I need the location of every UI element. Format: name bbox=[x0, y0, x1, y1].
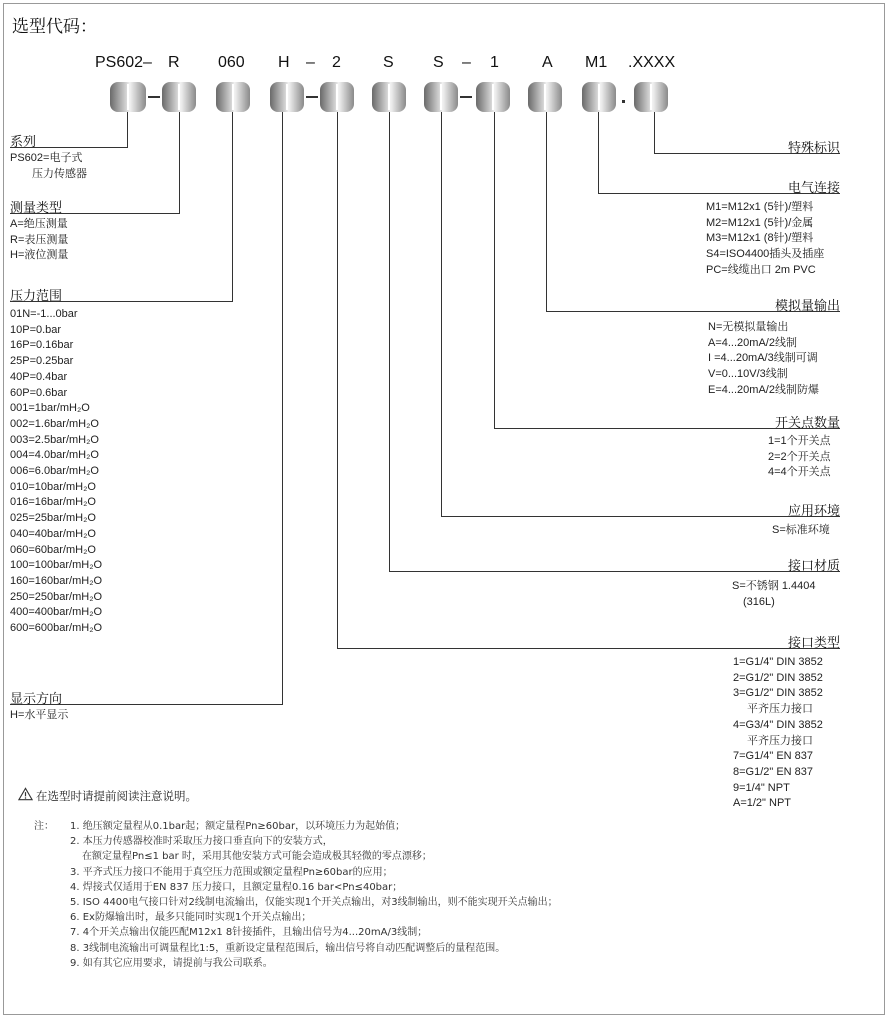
warning-triangle-icon bbox=[18, 787, 33, 801]
code-slot-measure-type bbox=[162, 82, 196, 112]
notes-block bbox=[34, 819, 558, 971]
analog-output-line: E=4...20mA/2线制防爆 bbox=[708, 383, 819, 396]
warning-text: 在选型时请提前阅读注意说明。 bbox=[36, 789, 197, 803]
analog-output-line: A=4...20mA/2线制 bbox=[708, 336, 797, 349]
port-type-line: 8=G1/2" EN 837 bbox=[733, 765, 814, 778]
range-line: 006=6.0bar/mH₂O bbox=[10, 465, 99, 478]
connector-measure-type bbox=[179, 112, 180, 214]
series-line: PS602=电子式 bbox=[10, 152, 83, 164]
note-item bbox=[34, 880, 558, 895]
note-item bbox=[34, 819, 558, 834]
electrical-line: M1=M12x1 (5针)/塑料 bbox=[706, 201, 814, 213]
range-line: 003=2.5bar/mH₂O bbox=[10, 433, 99, 446]
port-type-line: 2=G1/2" DIN 3852 bbox=[733, 671, 823, 684]
note-text: 平齐式压力接口不能用于真空压力范围或额定量程Pn≥60bar的应用； bbox=[82, 866, 393, 878]
section-body-switch-count bbox=[768, 434, 831, 481]
code-label-environment: S bbox=[433, 54, 444, 71]
section-heading-range: 压力范围 bbox=[10, 289, 63, 304]
note-text: 本压力传感器校准时采取压力接口垂直向下的安装方式， bbox=[82, 836, 333, 848]
port-material-line: S=不锈钢 1.4404 bbox=[732, 580, 816, 592]
port-type-line: 3=G1/2" DIN 3852 bbox=[733, 687, 823, 700]
note-item bbox=[34, 925, 558, 940]
port-type-line: 7=G1/4" EN 837 bbox=[733, 750, 814, 763]
code-label-measure-type: R bbox=[168, 54, 180, 71]
code-dash bbox=[306, 96, 318, 98]
code-label-electrical: M1 bbox=[585, 54, 608, 71]
range-line: 160=160bar/mH₂O bbox=[10, 574, 103, 587]
port-material-line: (316L) bbox=[732, 595, 775, 608]
warning-text-wrap bbox=[36, 788, 197, 804]
connector-environment bbox=[441, 112, 442, 517]
connector-port-material-h bbox=[389, 571, 840, 572]
switch-count-line: 2=2个开关点 bbox=[768, 450, 831, 463]
code-dot bbox=[622, 100, 625, 103]
section-heading-display: 显示方向 bbox=[10, 692, 63, 707]
range-line: 040=40bar/mH₂O bbox=[10, 527, 96, 540]
note-text: Ex防爆输出时，最多只能同时实现1个开关点输出； bbox=[82, 912, 312, 924]
port-type-line: 4=G3/4" DIN 3852 bbox=[733, 718, 823, 731]
switch-count-line: 4=4个开关点 bbox=[768, 466, 831, 479]
note-text: 4个开关点输出仅能匹配M12x1 8针接插件，且输出信号为4...20mA/3线制； bbox=[82, 927, 428, 939]
note-number: 5. bbox=[70, 897, 80, 909]
note-item bbox=[34, 910, 558, 925]
note-text: ISO 4400电气接口针对2线制电流输出，仅能实现1个开关点输出，对3线制输出，则不能实现开关点输出； bbox=[82, 897, 558, 909]
connector-electrical bbox=[598, 112, 599, 194]
electrical-line: M2=M12x1 (5针)/金属 bbox=[706, 216, 814, 229]
note-item bbox=[34, 941, 558, 956]
note-text: 如有其它应用要求，请提前与我公司联系。 bbox=[82, 957, 273, 969]
code-dash bbox=[460, 96, 472, 98]
note-number: 6. bbox=[70, 912, 80, 924]
connector-switch-count bbox=[494, 112, 495, 429]
electrical-line: S4=ISO4400插头及插座 bbox=[706, 248, 825, 261]
port-type-line: 9=1/4" NPT bbox=[733, 781, 790, 794]
switch-count-line: 1=1个开关点 bbox=[768, 435, 831, 447]
section-heading-series: 系列 bbox=[10, 135, 37, 150]
port-type-line: 平齐压力接口 bbox=[733, 734, 814, 747]
analog-output-line: I =4...20mA/3线制可调 bbox=[708, 352, 818, 365]
section-heading-measure-type: 测量类型 bbox=[10, 201, 63, 216]
range-line: 250=250bar/mH₂O bbox=[10, 590, 103, 603]
range-line: 01N=-1...0bar bbox=[10, 308, 78, 320]
section-heading-electrical: 电气连接 bbox=[787, 181, 840, 196]
measure-type-line: A=绝压测量 bbox=[10, 218, 68, 230]
connector-series bbox=[127, 112, 128, 148]
environment-line: S=标准环境 bbox=[772, 524, 830, 536]
section-body-display bbox=[10, 708, 68, 724]
note-text: 焊接式仅适用于EN 837 压力接口，且额定量程0.16 bar<Pn≤40bar； bbox=[82, 881, 403, 893]
code-slot-display bbox=[270, 82, 304, 112]
range-line: 010=10bar/mH₂O bbox=[10, 480, 96, 493]
code-slot-environment bbox=[424, 82, 458, 112]
display-line: H=水平显示 bbox=[10, 709, 69, 721]
connector-analog-output bbox=[546, 112, 547, 312]
port-type-line: 平齐压力接口 bbox=[733, 703, 814, 716]
range-line: 100=100bar/mH₂O bbox=[10, 559, 103, 572]
analog-output-line: N=无模拟量输出 bbox=[708, 321, 789, 333]
note-item bbox=[34, 834, 558, 849]
range-line: 40P=0.4bar bbox=[10, 370, 68, 383]
electrical-line: M3=M12x1 (8针)/塑料 bbox=[706, 232, 814, 245]
section-body-port-material bbox=[732, 579, 815, 610]
range-line: 60P=0.6bar bbox=[10, 386, 68, 399]
code-dash bbox=[148, 96, 160, 98]
measure-type-line: H=液位测量 bbox=[10, 249, 69, 262]
connector-display bbox=[282, 112, 283, 705]
section-heading-special: 特殊标识 bbox=[787, 141, 840, 156]
port-type-line: 1=G1/4" DIN 3852 bbox=[733, 656, 823, 668]
section-body-analog-output bbox=[708, 320, 819, 399]
series-line: 压力传感器 bbox=[10, 167, 87, 180]
code-slot-port-material bbox=[372, 82, 406, 112]
range-line: 016=16bar/mH₂O bbox=[10, 496, 96, 509]
note-item bbox=[34, 865, 558, 880]
range-line: 16P=0.16bar bbox=[10, 339, 74, 352]
code-slot-analog-output bbox=[528, 82, 562, 112]
note-text: 绝压额定量程从0.1bar起；额定量程Pn≥60bar，以环境压力为起始值； bbox=[82, 821, 406, 832]
code-label-display: H bbox=[278, 54, 290, 71]
note-item bbox=[34, 849, 558, 864]
code-label-range: 060 bbox=[218, 54, 245, 71]
code-slot-series bbox=[110, 82, 146, 112]
note-number: 3. bbox=[70, 866, 80, 878]
connector-port-material bbox=[389, 112, 390, 572]
section-heading-analog-output: 模拟量输出 bbox=[774, 299, 840, 314]
section-body-measure-type bbox=[10, 217, 68, 264]
measure-type-line: R=表压测量 bbox=[10, 233, 69, 246]
section-body-range bbox=[10, 307, 102, 637]
range-line: 25P=0.25bar bbox=[10, 355, 74, 368]
code-slot-port-type bbox=[320, 82, 354, 112]
code-label-series: PS602– bbox=[95, 54, 152, 71]
section-heading-environment: 应用环境 bbox=[787, 504, 840, 519]
code-slot-electrical bbox=[582, 82, 616, 112]
code-label-analog-output: A bbox=[542, 54, 553, 71]
range-line: 025=25bar/mH₂O bbox=[10, 512, 96, 525]
connector-range bbox=[232, 112, 233, 302]
connector-port-type-h bbox=[337, 648, 840, 649]
code-slot-switch-count bbox=[476, 82, 510, 112]
range-line: 600=600bar/mH₂O bbox=[10, 622, 103, 635]
code-slot-range bbox=[216, 82, 250, 112]
note-number: 8. bbox=[70, 942, 80, 954]
range-line: 10P=0.bar bbox=[10, 323, 62, 336]
note-number: 2. bbox=[70, 836, 80, 848]
port-type-line: A=1/2" NPT bbox=[733, 797, 792, 810]
note-number: 4. bbox=[70, 881, 80, 893]
section-body-port-type bbox=[733, 655, 823, 812]
connector-special bbox=[654, 112, 655, 154]
section-body-electrical bbox=[706, 200, 824, 279]
range-line: 060=60bar/mH₂O bbox=[10, 543, 96, 556]
note-number: 1. bbox=[70, 821, 80, 832]
code-label-port-material: S bbox=[383, 54, 394, 71]
note-item bbox=[34, 956, 558, 971]
connector-port-type bbox=[337, 112, 338, 649]
range-line: 400=400bar/mH₂O bbox=[10, 606, 103, 619]
analog-output-line: V=0...10V/3线制 bbox=[708, 368, 788, 381]
note-number: 9. bbox=[70, 957, 80, 969]
range-line: 002=1.6bar/mH₂O bbox=[10, 417, 99, 430]
note-number: 7. bbox=[70, 927, 80, 939]
range-line: 001=1bar/mH₂O bbox=[10, 402, 90, 415]
connector-environment-h bbox=[441, 516, 840, 517]
note-text: 3线制电流输出可调量程比1:5，重新设定量程范围后，输出信号将自动匹配调整后的量程范围。 bbox=[82, 942, 506, 954]
code-label-dash-2: – bbox=[462, 54, 471, 71]
code-label-dash-1: – bbox=[306, 54, 315, 71]
notes-label: 注： bbox=[34, 821, 54, 832]
note-text: 在额定量程Pn≤1 bar 时，采用其他安装方式可能会造成极其轻微的零点漂移； bbox=[82, 851, 432, 863]
note-item bbox=[34, 895, 558, 910]
range-line: 004=4.0bar/mH₂O bbox=[10, 449, 99, 462]
section-heading-switch-count: 开关点数量 bbox=[774, 416, 840, 431]
electrical-line: PC=线缆出口 2m PVC bbox=[706, 263, 816, 276]
section-heading-port-material: 接口材质 bbox=[787, 559, 840, 574]
section-heading-port-type: 接口类型 bbox=[787, 636, 840, 651]
page-title: 选型代码： bbox=[12, 17, 97, 37]
section-body-series bbox=[10, 151, 87, 182]
code-label-switch-count: 1 bbox=[490, 54, 499, 71]
code-label-port-type: 2 bbox=[332, 54, 341, 71]
code-label-special: .XXXX bbox=[628, 54, 676, 71]
section-body-environment bbox=[772, 523, 830, 539]
code-slot-special bbox=[634, 82, 668, 112]
